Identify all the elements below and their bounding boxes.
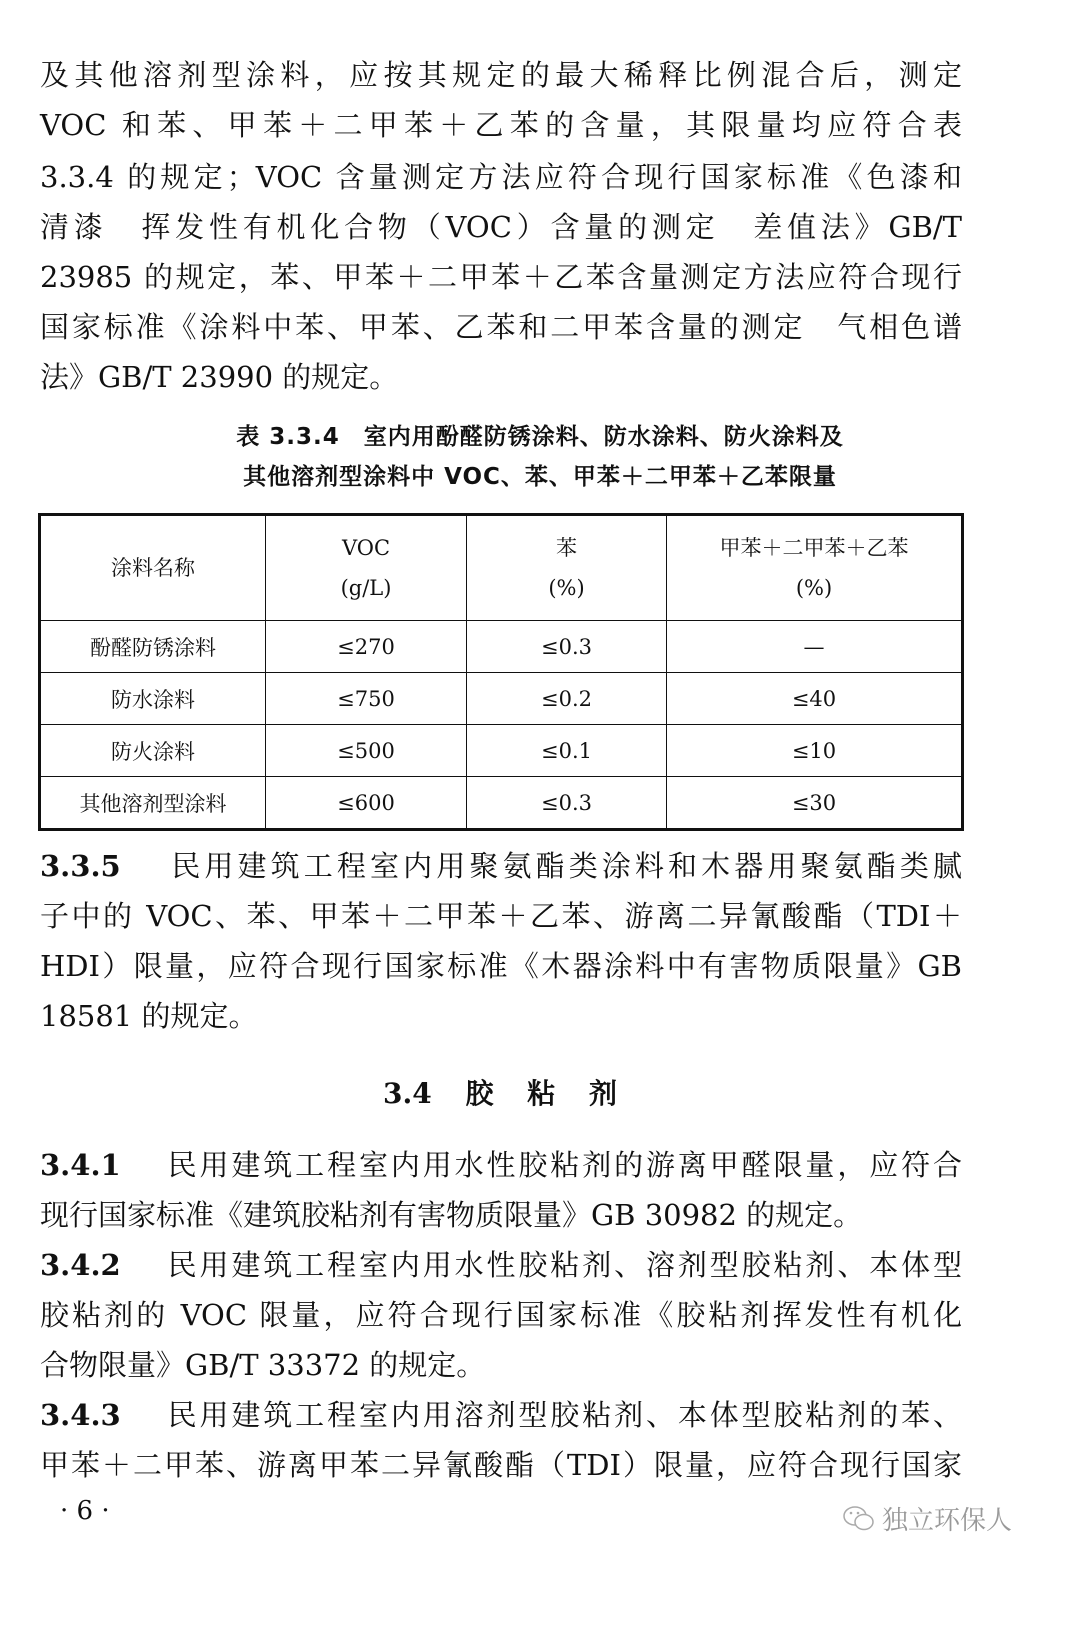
text-line: 23985 的规定，苯、甲苯＋二甲苯＋乙苯含量测定方法应符合现行 bbox=[40, 260, 962, 294]
text-line: 民用建筑工程室内用聚氨酯类涂料和木器用聚氨酯类腻 bbox=[171, 849, 962, 883]
header-cell: VOC (g/L) bbox=[266, 515, 467, 621]
clause-number: 3.4.2 bbox=[40, 1248, 121, 1282]
text-line: 甲苯＋二甲苯、游离甲苯二异氰酸酯（TDI）限量，应符合现行国家 bbox=[40, 1448, 962, 1482]
cell: ≤30 bbox=[667, 777, 963, 830]
header-cell: 甲苯＋二甲苯＋乙苯 (%) bbox=[667, 515, 963, 621]
watermark-text: 独立环保人 bbox=[882, 1506, 1013, 1536]
table-row bbox=[40, 673, 963, 725]
text-line: 合物限量》GB/T 33372 的规定。 bbox=[40, 1348, 486, 1382]
text-line: 子中的 VOC、苯、甲苯＋二甲苯＋乙苯、游离二异氰酸酯（TDI＋ bbox=[40, 899, 962, 933]
cell: ≤500 bbox=[266, 725, 467, 777]
cell: 防火涂料 bbox=[40, 725, 266, 777]
text-line: 国家标准《涂料中苯、甲苯、乙苯和二甲苯含量的测定 气相色谱 bbox=[40, 310, 962, 344]
text-line: HDI）限量，应符合现行国家标准《木器涂料中有害物质限量》GB bbox=[40, 949, 962, 983]
clause-number: 3.4.3 bbox=[40, 1398, 121, 1432]
text-line: 法》GB/T 23990 的规定。 bbox=[40, 360, 399, 394]
limits-table bbox=[38, 513, 964, 831]
cell: ≤10 bbox=[667, 725, 963, 777]
cell: ≤0.3 bbox=[467, 777, 667, 830]
table-row bbox=[40, 777, 963, 830]
table-header-row bbox=[40, 515, 963, 621]
table-caption: 表 3.3.4 室内用酚醛防锈涂料、防水涂料、防火涂料及 bbox=[236, 424, 844, 450]
table-caption: 其他溶剂型涂料中 VOC、苯、甲苯＋二甲苯＋乙苯限量 bbox=[243, 464, 837, 490]
cell: ≤600 bbox=[266, 777, 467, 830]
text-line: 现行国家标准《建筑胶粘剂有害物质限量》GB 30982 的规定。 bbox=[40, 1198, 863, 1232]
cell: 其他溶剂型涂料 bbox=[40, 777, 266, 830]
text-line: 3.3.4 的规定；VOC 含量测定方法应符合现行国家标准《色漆和 bbox=[40, 160, 962, 194]
text-line: 民用建筑工程室内用水性胶粘剂的游离甲醛限量，应符合 bbox=[167, 1148, 962, 1182]
cell: ≤750 bbox=[266, 673, 467, 725]
table-row bbox=[40, 725, 963, 777]
header-cell: 涂料名称 bbox=[40, 515, 266, 621]
text-line: 民用建筑工程室内用溶剂型胶粘剂、本体型胶粘剂的苯、 bbox=[167, 1398, 962, 1432]
cell: ≤270 bbox=[266, 621, 467, 673]
text-line: VOC 和苯、甲苯＋二甲苯＋乙苯的含量，其限量均应符合表 bbox=[40, 108, 962, 142]
cell: ≤0.1 bbox=[467, 725, 667, 777]
text-line: 18581 的规定。 bbox=[40, 999, 258, 1033]
watermark bbox=[842, 1500, 1012, 1537]
section-heading: 3.4 胶 粘 剂 bbox=[383, 1077, 617, 1110]
header-cell: 苯 (%) bbox=[467, 515, 667, 621]
text-line: 胶粘剂的 VOC 限量，应符合现行国家标准《胶粘剂挥发性有机化 bbox=[40, 1298, 962, 1332]
text-line: 清漆 挥发性有机化合物（VOC）含量的测定 差值法》GB/T bbox=[40, 210, 962, 244]
wechat-icon bbox=[842, 1504, 876, 1534]
clause-number: 3.4.1 bbox=[40, 1148, 121, 1182]
cell: ≤0.2 bbox=[467, 673, 667, 725]
page-number: · 6 · bbox=[60, 1496, 110, 1526]
cell: 酚醛防锈涂料 bbox=[40, 621, 266, 673]
cell: — bbox=[667, 621, 963, 673]
text-line: 及其他溶剂型涂料，应按其规定的最大稀释比例混合后，测定 bbox=[40, 58, 962, 92]
cell: ≤40 bbox=[667, 673, 963, 725]
cell: 防水涂料 bbox=[40, 673, 266, 725]
clause-number: 3.3.5 bbox=[40, 849, 121, 883]
table-row bbox=[40, 621, 963, 673]
text-line: 民用建筑工程室内用水性胶粘剂、溶剂型胶粘剂、本体型 bbox=[167, 1248, 962, 1282]
cell: ≤0.3 bbox=[467, 621, 667, 673]
